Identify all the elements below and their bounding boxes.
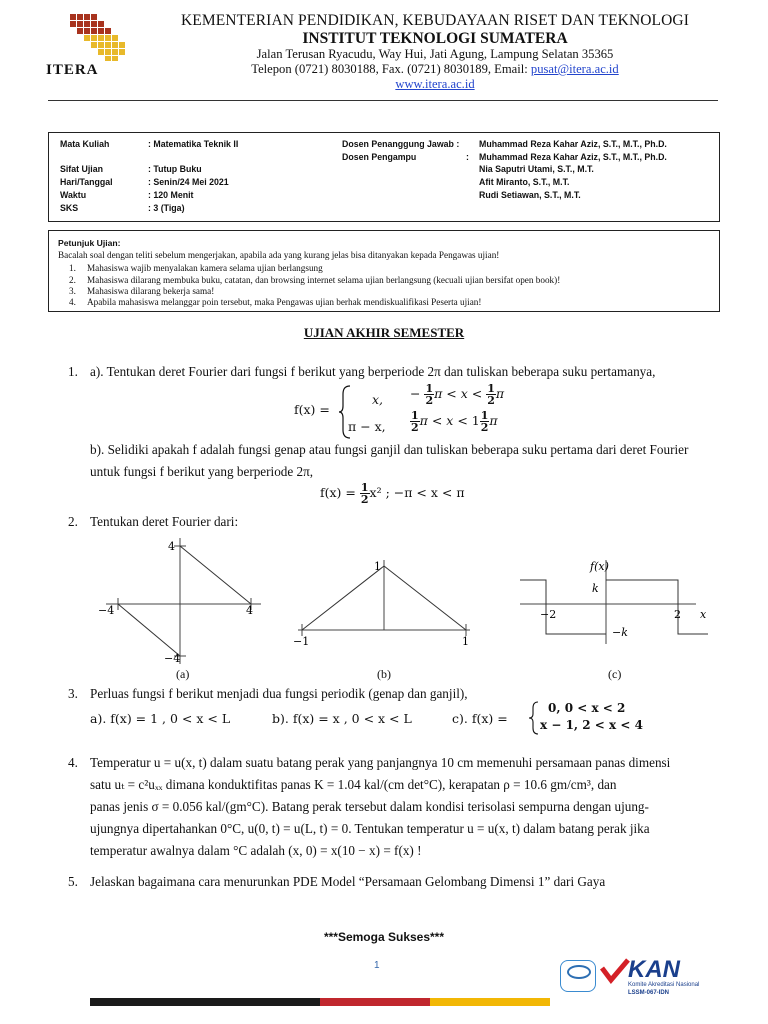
graph-c-label-negk: −k xyxy=(612,626,628,639)
instruction-item xyxy=(69,286,214,296)
graph-a-tick-ytop: 4 xyxy=(168,540,175,553)
contact-prefix: Telepon (0721) 8030188, Fax. (0721) 8030189, Email: xyxy=(251,62,531,76)
q1b-equation: f(x) = $\frac{1}{2}$ x² ; −π < x < π xyxy=(320,481,465,506)
q4-line: panas jenis σ = 0.056 kal/(gm°C). Batang perak tersebut dalam kondisi terisolasi sempurna dengan ujung- xyxy=(90,799,649,814)
q4-line: temperatur awalnya dalam °C adalah (x, 0) = x(10 − x) = f(x) ! xyxy=(90,843,422,858)
value-sks: : 3 (Tiga) xyxy=(148,203,185,213)
exam-title: UJIAN AKHIR SEMESTER xyxy=(303,325,465,340)
instruction-item xyxy=(69,297,481,307)
instruction-item xyxy=(69,275,560,285)
q1b-eq-tail: x² ; −π < x < π xyxy=(369,485,465,500)
instruction-num: 4. xyxy=(69,297,76,307)
caption-b: (b) xyxy=(377,667,391,681)
q2-number: 2. xyxy=(68,514,78,529)
graph-b-tick-left: −1 xyxy=(293,635,310,648)
q1-number: 1. xyxy=(68,364,78,379)
label-mata-kuliah: Mata Kuliah xyxy=(60,139,110,149)
graph-a-line-upper xyxy=(180,546,251,604)
q1a-cond2: $\frac{1}{2}$ π < x < 1 $\frac{1}{2}$ π xyxy=(411,409,498,434)
email-link[interactable]: pusat@itera.ac.id xyxy=(530,62,619,76)
instruction-num: 1. xyxy=(69,263,76,273)
instruction-num: 2. xyxy=(69,275,76,285)
address: Jalan Terusan Ryacudu, Way Hui, Jati Agung, Lampung Selatan 35365 xyxy=(256,47,614,61)
closing-message: ***Semoga Sukses*** xyxy=(323,930,445,944)
institute-name: INSTITUT TEKNOLOGI SUMATERA xyxy=(302,30,568,47)
q5-number: 5. xyxy=(68,874,78,889)
label-dosen-pj: Dosen Penanggung Jawab : xyxy=(342,139,460,149)
page-number: 1 xyxy=(374,960,380,971)
website-link[interactable]: www.itera.ac.id xyxy=(395,77,475,91)
value-waktu: : 120 Menit xyxy=(148,190,194,200)
colon-dosen-pengampu: : xyxy=(466,152,469,162)
q5-text: Jelaskan bagaimana cara menurunkan PDE Model “Persamaan Gelombang Dimensi 1” dari Gaya xyxy=(90,874,606,889)
q1b-fx: f(x) = xyxy=(320,485,356,500)
q4-number: 4. xyxy=(68,755,78,770)
value-hari: : Senin/24 Mei 2021 xyxy=(148,177,229,187)
instruction-text: Mahasiswa wajib menyalakan kamera selama ujian berlangsung xyxy=(87,263,323,273)
dosen-pengampu-2: Nia Saputri Utami, S.T., M.T. xyxy=(479,164,594,174)
label-dosen-pengampu: Dosen Pengampu xyxy=(342,152,417,162)
graph-a-line-lower xyxy=(118,604,180,656)
ministry-name: KEMENTERIAN PENDIDIKAN, KEBUDAYAAN RISET DAN TEKNOLOGI xyxy=(181,12,689,29)
q2-text: Tentukan deret Fourier dari: xyxy=(90,514,239,529)
label-hari: Hari/Tanggal xyxy=(60,177,113,187)
logo-text: ITERA xyxy=(46,62,99,78)
instructions-title: Petunjuk Ujian: xyxy=(58,238,121,248)
kan-logo-text: KAN xyxy=(628,956,680,983)
itera-logo xyxy=(44,14,134,80)
caption-c: (c) xyxy=(608,667,622,681)
q1a-text: a). Tentukan deret Fourier dari fungsi f berikut yang berperiode 2π dan tuliskan beberapa suku pertamanya, xyxy=(90,364,656,379)
label-sifat: Sifat Ujian xyxy=(60,164,104,174)
q3-option-a: a). f(x) = 1 , 0 < x < L xyxy=(90,711,231,726)
footer-bar-red xyxy=(320,998,430,1006)
graph-b-tick-right: 1 xyxy=(462,635,469,648)
q1a-fx: f(x) = xyxy=(294,402,330,417)
graph-a-tick-xleft: −4 xyxy=(98,604,115,617)
instructions-box xyxy=(48,230,720,312)
value-dosen-pj: Muhammad Reza Kahar Aziz, S.T., M.T., Ph.D. xyxy=(479,139,667,149)
q1b-text-line2: untuk fungsi f berikut yang berperiode 2π, xyxy=(90,464,314,479)
graph-c-label-2: 2 xyxy=(674,608,681,621)
q3-option-c-case2: x − 1, 2 < x < 4 xyxy=(540,718,643,732)
q1a-case2: π − x, xyxy=(348,419,386,434)
q4-line: Temperatur u = u(x, t) dalam suatu batang perak yang panjangnya 10 cm memenuhi persamaan panas dimensi xyxy=(90,755,671,770)
q1a-cond1: − $\frac{1}{2}$ π < x < $\frac{1}{2}$ π xyxy=(410,382,505,407)
graph-c-label-fx: f(x) xyxy=(590,560,609,573)
graph-b-line-right xyxy=(384,566,466,630)
q3-option-c-case1: 0, 0 < x < 2 xyxy=(548,701,626,715)
q3-number: 3. xyxy=(68,686,78,701)
instruction-text: Mahasiswa dilarang bekerja sama! xyxy=(87,286,215,296)
dosen-pengampu-3: Afit Miranto, S.T., M.T. xyxy=(479,177,570,187)
contact-line xyxy=(140,62,730,77)
q4-line: ujungnya dipertahankan 0°C, u(0, t) = u(L, t) = 0. Tentukan temperatur u = u(x, t) dalam batang perak jika xyxy=(90,821,650,836)
exam-info-box xyxy=(48,132,720,222)
graph-c xyxy=(516,556,716,646)
instruction-text: Apabila mahasiswa melanggar poin tersebut, maka Pengawas ujian berhak mendiskualifikasi Peserta ujian! xyxy=(87,297,482,307)
q1b-text-line1: b). Selidiki apakah f adalah fungsi genap atau fungsi ganjil dan tuliskan beberapa suku pertama dari deret Fourier xyxy=(90,442,689,457)
kan-code: LSSM-067-IDN xyxy=(628,990,670,996)
q3-option-b: b). f(x) = x , 0 < x < L xyxy=(272,711,412,726)
letterhead xyxy=(140,12,730,92)
graph-b-tick-peak: 1 xyxy=(374,560,381,573)
graph-c-label-neg2: −2 xyxy=(540,608,557,621)
instruction-item xyxy=(69,263,323,273)
graph-c-label-x: x xyxy=(700,608,707,621)
footer-bar-black xyxy=(90,998,320,1006)
label-sks: SKS xyxy=(60,203,79,213)
dosen-pengampu-1: Muhammad Reza Kahar Aziz, S.T., M.T., Ph.D. xyxy=(479,152,667,162)
instructions-intro: Bacalah soal dengan teliti sebelum mengerjakan, apabila ada yang kurang jelas bisa ditanyakan kepada Pengawas ujian! xyxy=(58,250,500,260)
iso-cert-icon xyxy=(560,960,596,992)
caption-a: (a) xyxy=(176,667,190,681)
dosen-pengampu-4: Rudi Setiawan, S.T., M.T. xyxy=(479,190,581,200)
graph-a-tick-xright: 4 xyxy=(246,604,253,617)
graph-b-line-left xyxy=(302,566,384,630)
q3c-brace xyxy=(528,700,540,736)
label-waktu: Waktu xyxy=(60,190,87,200)
q3-option-c-prefix: c). f(x) = xyxy=(452,711,508,726)
kan-check-icon xyxy=(600,958,630,984)
graph-a xyxy=(96,536,266,666)
value-sifat: : Tutup Buku xyxy=(148,164,202,174)
instruction-text: Mahasiswa dilarang membuka buku, catatan, dan browsing internet selama ujian berlangsung (kecuali ujian bersifat open book)! xyxy=(87,275,561,285)
graph-b xyxy=(290,556,475,648)
instruction-num: 3. xyxy=(69,286,76,296)
footer-bar-yellow xyxy=(430,998,550,1006)
q4-line: satu uₜ = c²uₓₓ dimana konduktifitas panas K = 1.04 kal/(cm det°C), kerapatan ρ = 10.6 gm/cm³, dan xyxy=(90,777,617,792)
header-divider xyxy=(48,100,718,101)
q3-text: Perluas fungsi f berikut menjadi dua fungsi periodik (genap dan ganjil), xyxy=(90,686,468,701)
graph-c-label-k: k xyxy=(592,582,599,595)
kan-subtitle: Komite Akreditasi Nasional xyxy=(628,982,700,988)
value-mata-kuliah: : Matematika Teknik II xyxy=(148,139,239,149)
graph-a-tick-ybottom: −4 xyxy=(164,652,181,665)
q1a-case1: x, xyxy=(372,392,384,407)
